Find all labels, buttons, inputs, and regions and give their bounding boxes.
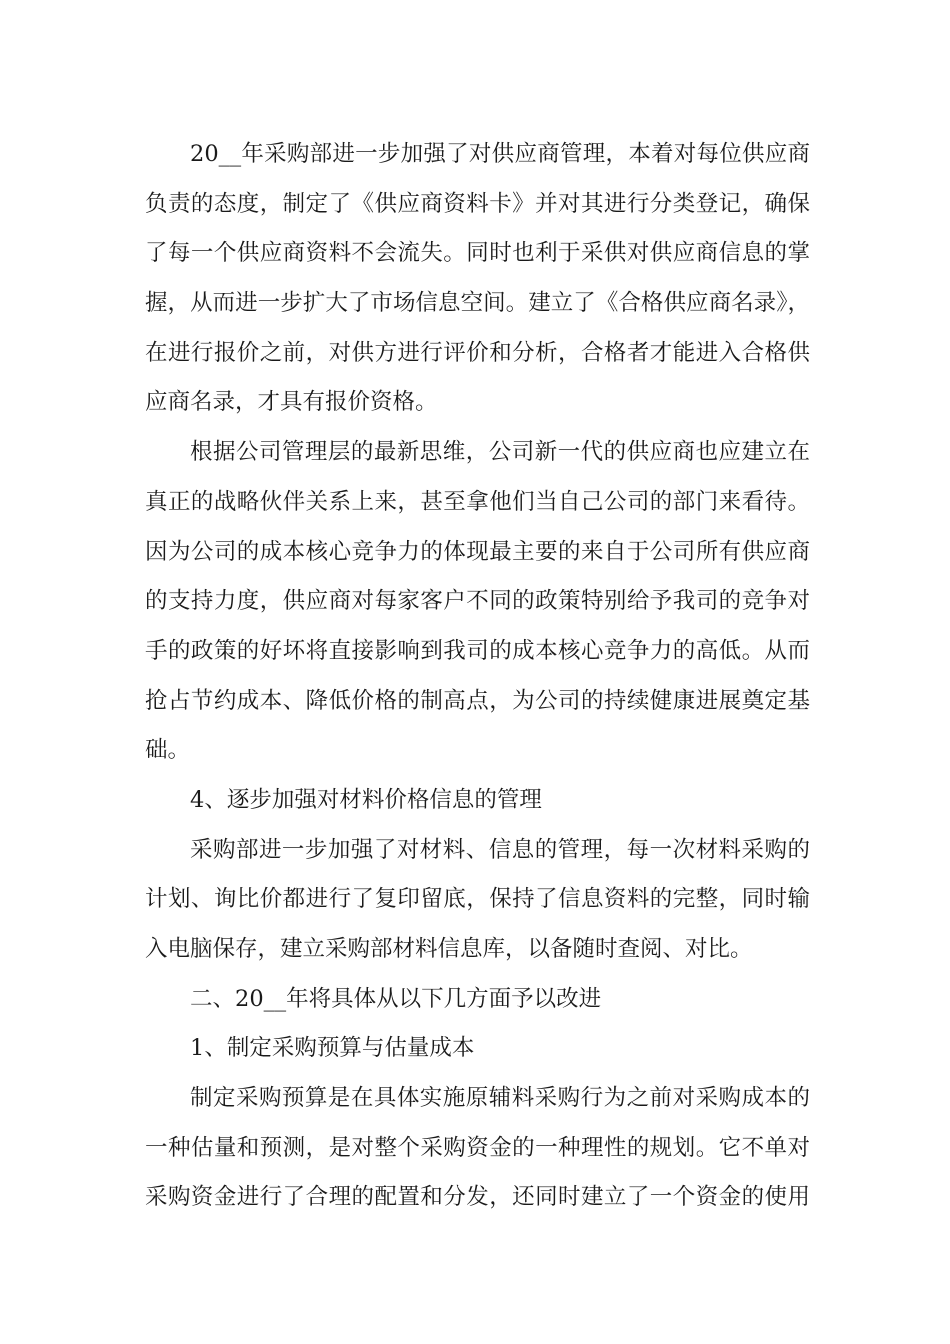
text-line: 根据公司管理层的最新思维，公司新一代的供应商也应建立在 — [190, 439, 810, 466]
heading-text: 二、20__年将具体从以下几方面予以改进 — [190, 985, 602, 1012]
text-line: 采购资金进行了合理的配置和分发，还同时建立了一个资金的使用 — [145, 1184, 810, 1211]
text-line: 的支持力度，供应商对每家客户不同的政策特别给予我司的竞争对 — [145, 588, 810, 615]
text-line: 制定采购预算是在具体实施原辅料采购行为之前对采购成本的 — [190, 1085, 810, 1112]
text-line: 在进行报价之前，对供方进行评价和分析，合格者才能进入合格供 — [145, 339, 810, 366]
text-line: 计划、询比价都进行了复印留底，保持了信息资料的完整，同时输 — [145, 886, 810, 913]
text-line: 真正的战略伙伴关系上来，甚至拿他们当自己公司的部门来看待。 — [145, 488, 810, 515]
paragraph-procurement-budget — [145, 1074, 810, 1223]
text-line: 应商名录，才具有报价资格。 — [145, 389, 438, 416]
paragraph-strategic-partnership — [145, 428, 810, 776]
section-heading-price-info — [145, 776, 810, 826]
text-line: 了每一个供应商资料不会流失。同时也利于采供对供应商信息的掌 — [145, 240, 810, 267]
text-line: 采购部进一步加强了对材料、信息的管理，每一次材料采购的 — [190, 836, 810, 863]
text-line: 负责的态度，制定了《供应商资料卡》并对其进行分类登记，确保 — [145, 190, 810, 217]
text-line: 础。 — [145, 737, 191, 764]
paragraph-material-info — [145, 826, 810, 975]
document-body — [145, 130, 810, 1223]
text-line: 抢占节约成本、降低价格的制高点，为公司的持续健康进展奠定基 — [145, 687, 810, 714]
text-line: 20__年采购部进一步加强了对供应商管理，本着对每位供应商 — [190, 141, 810, 167]
section-heading-budget — [145, 1024, 810, 1074]
text-line: 入电脑保存，建立采购部材料信息库，以备随时查阅、对比。 — [145, 936, 753, 962]
section-heading-improvements — [145, 975, 810, 1025]
text-line: 手的政策的好坏将直接影响到我司的成本核心竞争力的高低。从而 — [145, 637, 810, 664]
heading-text: 4、逐步加强对材料价格信息的管理 — [190, 786, 542, 813]
heading-text: 1、制定采购预算与估量成本 — [190, 1035, 475, 1062]
text-line: 握，从而进一步扩大了市场信息空间。建立了《合格供应商名录》， — [145, 290, 810, 317]
paragraph-supplier-management — [145, 130, 810, 428]
text-line: 因为公司的成本核心竞争力的体现最主要的来自于公司所有供应商 — [145, 538, 810, 565]
text-line: 一种估量和预测，是对整个采购资金的一种理性的规划。它不单对 — [145, 1134, 810, 1161]
